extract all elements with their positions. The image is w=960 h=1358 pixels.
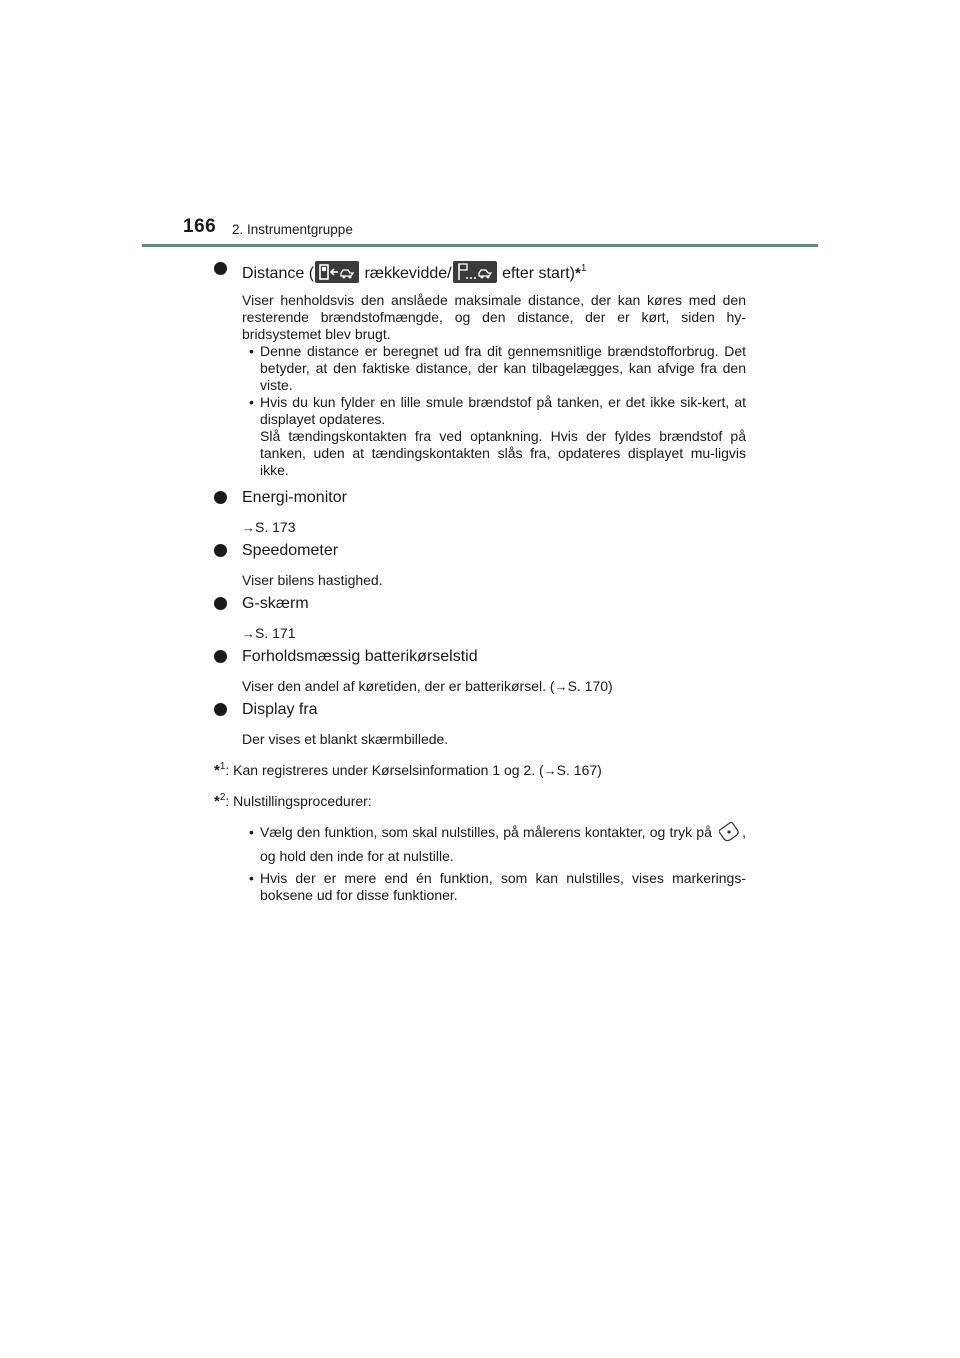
- bullet-glyph: •: [249, 394, 254, 410]
- arrow-icon: →: [554, 679, 568, 694]
- battery-body-prefix: Viser den andel af køretiden, der er batterikørsel. (: [242, 678, 555, 694]
- header-divider: [142, 244, 818, 247]
- footnote-2: [214, 789, 746, 810]
- g-screen-ref-text: S. 171: [255, 625, 296, 641]
- section-heading-display-off: [214, 699, 746, 721]
- distance-heading-prefix: Distance (: [242, 265, 315, 282]
- battery-description: [214, 678, 746, 695]
- footnote-2-bullet-1-prefix: Vælg den funktion, som skal nulstilles, på målerens kontakter, og tryk på: [260, 824, 712, 840]
- footnote-2-text: : Nulstillingsprocedurer:: [225, 793, 372, 809]
- reset-button-icon: [719, 822, 739, 842]
- g-screen-heading: G-skærm: [242, 595, 309, 612]
- distance-bullet-2: [214, 394, 746, 428]
- arrow-icon: →: [242, 626, 255, 641]
- speedometer-heading: Speedometer: [242, 542, 339, 559]
- section-bullet-icon: [214, 491, 227, 504]
- trip-flag-icon: [453, 261, 497, 283]
- section-bullet-icon: [214, 650, 227, 663]
- bullet-glyph: •: [249, 870, 254, 886]
- distance-heading-suffix: efter start): [497, 265, 575, 282]
- distance-bullet-2-text: Hvis du kun fylder en lille smule brændstof på tanken, er det ikke sik-kert, at displayet opdateres.: [260, 394, 746, 427]
- battery-ref-link[interactable]: S. 170: [567, 678, 609, 694]
- distance-heading-mid: rækkevidde/: [360, 265, 452, 282]
- footnote-2-bullet-2: [214, 870, 746, 904]
- footnote-1-suffix: ): [597, 762, 602, 778]
- fuel-range-icon: [315, 261, 359, 283]
- section-bullet-icon: [214, 262, 227, 275]
- g-screen-reference[interactable]: [214, 625, 746, 642]
- chapter-title: 2. Instrumentgruppe: [232, 222, 353, 237]
- footnote-star: *: [214, 762, 220, 779]
- footnote-1: [214, 758, 746, 779]
- bullet-glyph: •: [249, 343, 254, 359]
- arrow-icon: →: [242, 520, 255, 535]
- arrow-icon: →: [543, 763, 557, 778]
- energy-ref-text: S. 173: [255, 519, 296, 535]
- section-heading-distance: [214, 258, 746, 285]
- distance-bullet-2-extra-text: Slå tændingskontakten fra ved optankning. Hvis der fyldes brændstof på tanken, uden at tændingskontakten slås fra, opdateres displayet mu-ligvis ikke.: [260, 428, 746, 478]
- distance-bullet-1: [214, 343, 746, 394]
- energy-heading: Energi-monitor: [242, 489, 347, 506]
- footnote-1-prefix: : Kan registreres under Kørselsinformation 1 og 2. (: [225, 762, 544, 778]
- section-bullet-icon: [214, 703, 227, 716]
- distance-description: Viser henholdsvis den anslåede maksimale distance, der kan køres med den resterende brændstofmængde, og den distance, der er kørt, siden hy-bridsystemet blev brugt.: [242, 292, 746, 342]
- page-content: [214, 252, 746, 906]
- section-heading-speedometer: [214, 540, 746, 562]
- distance-bullet-1-text: Denne distance er beregnet ud fra dit gennemsnitlige brændstofforbrug. Det betyder, at den faktiske distance, der kan tilbagelægges, kan afvige fra den viste.: [260, 343, 746, 393]
- footnote-2-list: [214, 820, 746, 904]
- section-bullet-icon: [214, 544, 227, 557]
- display-off-description: Der vises et blankt skærmbillede.: [242, 731, 449, 747]
- speedometer-description: Viser bilens hastighed.: [242, 572, 383, 588]
- footnote-ref-1: 1: [580, 263, 587, 274]
- section-bullet-icon: [214, 597, 227, 610]
- page-number: 166: [183, 216, 217, 237]
- section-heading-battery: [214, 646, 746, 668]
- footnote-2-bullet-1: [214, 820, 746, 868]
- footnote-num: 2: [219, 792, 226, 803]
- footnote-2-bullet-1-suffix: , og hold den inde for at nulstille.: [260, 824, 747, 864]
- battery-body-suffix: ): [608, 678, 613, 694]
- distance-bullet-2-extra: [214, 428, 746, 479]
- footnote-star: *: [214, 793, 220, 810]
- section-heading-energy: [214, 487, 746, 509]
- bullet-glyph: •: [249, 824, 254, 840]
- footnote-2-bullet-2-text: Hvis der er mere end én funktion, som kan nulstilles, vises markerings-boksene ud for disse funktioner.: [260, 870, 746, 903]
- footnote-star: *: [574, 265, 581, 282]
- energy-reference[interactable]: [214, 519, 746, 536]
- battery-heading: Forholdsmæssig batterikørselstid: [242, 648, 478, 665]
- footnote-num: 1: [219, 761, 226, 772]
- section-heading-g-screen: [214, 593, 746, 615]
- display-off-heading: Display fra: [242, 701, 318, 718]
- footnote-1-ref[interactable]: S. 167: [556, 762, 598, 778]
